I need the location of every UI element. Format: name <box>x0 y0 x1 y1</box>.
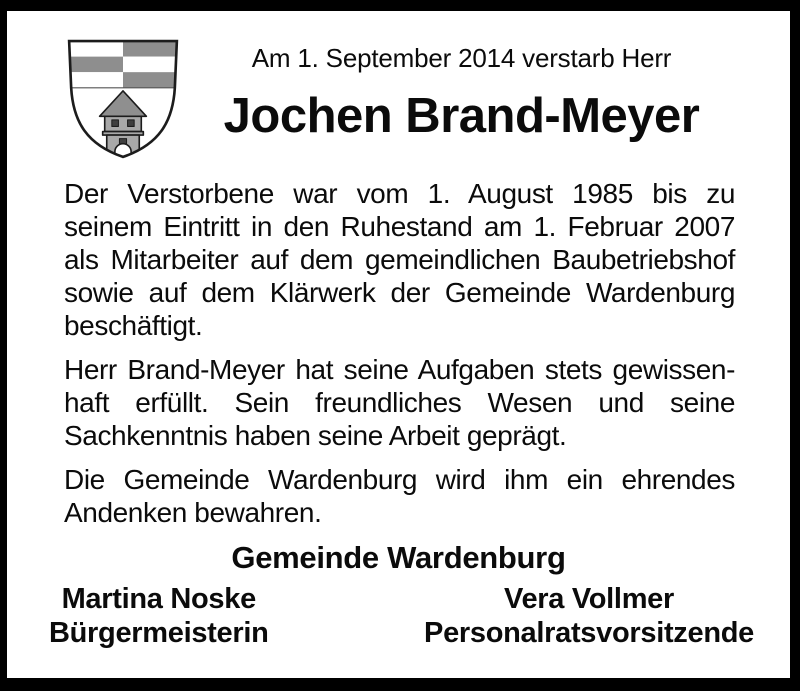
paragraph-remembrance <box>64 463 735 529</box>
body-line: seinem Eintritt in den Ruhestand am 1. Februar 2007 <box>64 211 735 242</box>
signature-row <box>49 582 754 650</box>
body-line: Herr Brand-Meyer hat seine Aufgaben stets gewissen- <box>64 354 735 385</box>
signature-left <box>49 582 269 650</box>
body-line: Die Gemeinde Wardenburg wird ihm ein ehrendes <box>64 464 735 495</box>
signer-role: Bürgermeisterin <box>49 617 269 649</box>
signature-right <box>424 582 754 650</box>
deceased-name: Jochen Brand-Meyer <box>223 89 700 143</box>
paragraph-character <box>64 353 735 452</box>
body-line: sowie auf dem Klärwerk der Gemeinde Wardenburg <box>64 277 735 308</box>
obituary-header <box>63 37 740 161</box>
body-line: als Mitarbeiter auf dem gemeindlichen Baubetriebshof <box>64 244 735 275</box>
death-announcement-line: Am 1. September 2014 verstarb Herr <box>251 43 672 73</box>
obituary-body <box>64 177 735 529</box>
body-line: Der Verstorbene war vom 1. August 1985 bis zu <box>64 178 735 209</box>
body-line: Sachkenntnis haben seine Arbeit geprägt. <box>64 420 567 451</box>
organization-name: Gemeinde Wardenburg <box>231 540 566 575</box>
coat-of-arms-icon <box>63 37 183 161</box>
signer-name: Vera Vollmer <box>504 583 674 615</box>
signer-name: Martina Noske <box>61 583 256 615</box>
signer-role: Personalratsvorsitzende <box>424 617 754 649</box>
body-line: haft erfüllt. Sein freundliches Wesen und seine <box>64 387 735 418</box>
body-line: Andenken bewahren. <box>64 497 322 528</box>
paragraph-employment <box>64 177 735 342</box>
header-text <box>183 37 740 143</box>
body-line: beschäftigt. <box>64 310 203 341</box>
